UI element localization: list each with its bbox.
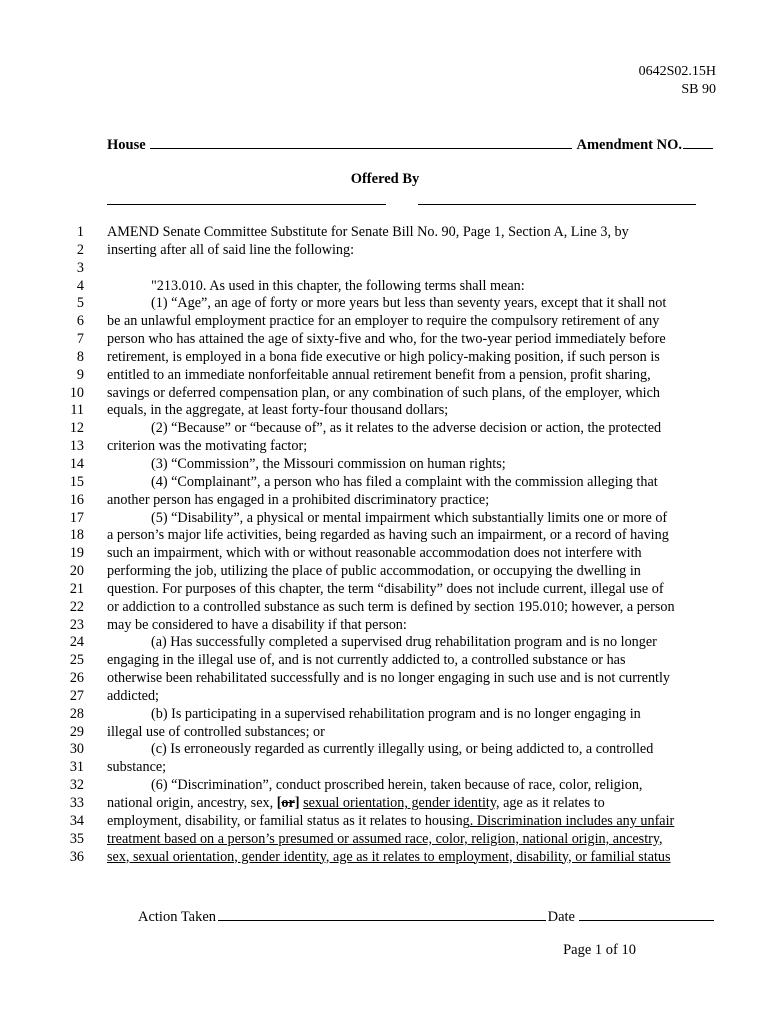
document-line xyxy=(0,474,770,492)
line-number: 1 xyxy=(76,224,84,240)
line-number: 19 xyxy=(69,545,84,562)
line-number: 15 xyxy=(69,473,84,490)
text-segment: (a) Has successfully completed a supervised drug rehabilitation program and is no longer xyxy=(151,634,657,651)
text-segment: a person’s major life activities, being regarded as having such an impairment, or a record of having xyxy=(107,527,669,544)
text-segment: (6) “Discrimination”, conduct proscribed herein, taken because of race, color, religion, xyxy=(151,777,643,794)
line-text xyxy=(107,474,713,492)
document-line xyxy=(0,617,770,635)
line-number: 18 xyxy=(69,527,84,544)
text-segment: entitled to an immediate nonforfeitable annual retirement benefit from a pension, profit sharing, xyxy=(107,366,651,383)
line-text xyxy=(107,724,713,742)
action-taken-label: Action Taken xyxy=(138,909,217,925)
date-blank xyxy=(579,906,714,921)
text-segment: (2) “Because” or “because of”, as it relates to the adverse decision or action, the protected xyxy=(151,420,662,437)
document-line xyxy=(0,634,770,652)
line-number: 23 xyxy=(69,616,84,633)
document-line xyxy=(0,527,770,545)
text-segment: (1) “Age”, an age of forty or more years but less than seventy years, except that it shall not xyxy=(151,295,667,312)
text-segment: (c) Is erroneously regarded as currently illegally using, or being addicted to, a controlled xyxy=(151,741,654,758)
line-text xyxy=(107,545,713,563)
line-number: 8 xyxy=(76,348,84,365)
line-number: 27 xyxy=(69,687,84,704)
line-text xyxy=(107,741,713,759)
document-line xyxy=(0,741,770,759)
deletion-bracket: ] xyxy=(294,795,300,811)
house-blank xyxy=(150,134,573,149)
document-line xyxy=(0,563,770,581)
document-line xyxy=(0,224,770,242)
line-text xyxy=(107,402,713,420)
document-line xyxy=(0,456,770,474)
line-text xyxy=(107,617,713,635)
line-text xyxy=(107,813,713,831)
document-line xyxy=(0,813,770,831)
line-number: 36 xyxy=(69,848,84,865)
bill-identifier: 0642S02.15H xyxy=(638,64,716,79)
text-segment: inserting after all of said line the following: xyxy=(107,241,355,258)
page-number: Page 1 of 10 xyxy=(563,942,636,958)
text-segment: (5) “Disability”, a physical or mental impairment which substantially limits one or more of xyxy=(151,509,668,526)
text-segment: criterion was the motivating factor; xyxy=(107,438,308,455)
line-text xyxy=(107,278,713,296)
line-number: 34 xyxy=(69,812,84,829)
document-line xyxy=(0,599,770,617)
line-number: 33 xyxy=(69,795,84,811)
offered-by-signature-line-right xyxy=(418,204,696,205)
text-segment: another person has engaged in a prohibited discriminatory practice; xyxy=(107,491,490,508)
document-line xyxy=(0,331,770,349)
text-segment: employment, disability, or familial status as it relates to housing xyxy=(107,812,470,829)
line-number: 21 xyxy=(69,580,84,597)
inserted-text: . Discrimination includes any unfair xyxy=(469,812,675,829)
text-segment: age as it relates to xyxy=(499,795,605,811)
document-line xyxy=(0,652,770,670)
text-segment: "213.010. As used in this chapter, the following terms shall mean: xyxy=(151,277,525,294)
text-segment: or addiction to a controlled substance as such term is defined by section 195.010; however, a person xyxy=(107,598,675,615)
line-text xyxy=(107,527,713,545)
line-number: 10 xyxy=(69,384,84,401)
line-text xyxy=(107,599,713,617)
line-number: 5 xyxy=(76,295,84,312)
line-number: 13 xyxy=(69,438,84,455)
date-label: Date xyxy=(547,909,575,925)
text-segment: illegal use of controlled substances; or xyxy=(107,723,325,740)
document-line xyxy=(0,438,770,456)
text-segment: retirement, is employed in a bona fide executive or high policy-making position, if such person is xyxy=(107,348,660,365)
line-text xyxy=(107,385,713,403)
line-number: 3 xyxy=(76,259,84,276)
document-line xyxy=(0,278,770,296)
document-line xyxy=(0,706,770,724)
document-line xyxy=(0,831,770,849)
line-text xyxy=(107,420,713,438)
action-taken-line xyxy=(138,906,714,926)
line-number: 25 xyxy=(69,652,84,669)
text-segment: person who has attained the age of sixty-five and who, for the two-year period immediately before xyxy=(107,331,666,348)
document-line xyxy=(0,777,770,795)
document-line xyxy=(0,510,770,528)
text-segment: (3) “Commission”, the Missouri commission on human rights; xyxy=(151,455,506,472)
line-number: 32 xyxy=(69,777,84,794)
text-segment: equals, in the aggregate, at least forty-four thousand dollars; xyxy=(107,402,449,419)
line-text xyxy=(107,438,713,456)
text-segment: such an impairment, which with or without reasonable accommodation does not interfere with xyxy=(107,545,642,562)
line-text xyxy=(107,706,713,724)
document-line xyxy=(0,313,770,331)
line-number: 29 xyxy=(69,723,84,740)
inserted-text: sex, sexual orientation, gender identity, age as it relates to employment, disability, or familial status xyxy=(107,848,671,865)
amendment-number-blank xyxy=(683,134,713,149)
line-number: 24 xyxy=(69,634,84,651)
document-line xyxy=(0,545,770,563)
line-text xyxy=(107,581,713,599)
line-number: 30 xyxy=(69,741,84,758)
line-number: 9 xyxy=(76,366,84,383)
line-text xyxy=(107,242,713,260)
text-segment: (b) Is participating in a supervised rehabilitation program and is no longer engaging in xyxy=(151,705,641,722)
document-line xyxy=(0,349,770,367)
deletion-bracket: [ xyxy=(276,795,282,811)
line-text xyxy=(107,688,713,706)
line-text xyxy=(107,367,713,385)
text-segment: substance; xyxy=(107,759,167,776)
line-text xyxy=(107,849,713,867)
line-text xyxy=(107,795,713,813)
line-text xyxy=(107,510,713,528)
document-line xyxy=(0,670,770,688)
line-text xyxy=(107,831,713,849)
line-number: 22 xyxy=(69,598,84,615)
text-segment: question. For purposes of this chapter, the term “disability” does not include current, illegal use of xyxy=(107,580,664,597)
line-number: 7 xyxy=(76,331,84,348)
line-text xyxy=(107,759,713,777)
deleted-text: or xyxy=(281,795,295,811)
document-line xyxy=(0,492,770,510)
text-segment: (4) “Complainant”, a person who has filed a complaint with the commission alleging that xyxy=(151,473,658,490)
document-line xyxy=(0,367,770,385)
line-number: 11 xyxy=(70,402,84,419)
line-text xyxy=(107,634,713,652)
line-number: 4 xyxy=(76,277,84,294)
amendment-label: Amendment NO. xyxy=(576,137,682,153)
house-amendment-line xyxy=(107,134,713,154)
line-number: 20 xyxy=(69,563,84,580)
house-label: House xyxy=(107,137,146,153)
action-taken-blank xyxy=(218,906,546,921)
line-number: 35 xyxy=(69,830,84,847)
text-segment: national origin, ancestry, sex, xyxy=(107,795,277,811)
line-text xyxy=(107,295,713,313)
line-text xyxy=(107,670,713,688)
offered-by-label: Offered By xyxy=(350,171,420,187)
line-number: 6 xyxy=(76,313,84,330)
bill-number: SB 90 xyxy=(681,82,716,97)
text-segment: savings or deferred compensation plan, or any combination of such plans, of the employer, which xyxy=(107,384,660,401)
line-text xyxy=(107,563,713,581)
line-text xyxy=(107,652,713,670)
line-text xyxy=(107,313,713,331)
line-number: 2 xyxy=(76,241,84,258)
line-number: 16 xyxy=(69,491,84,508)
document-line xyxy=(0,402,770,420)
document-line xyxy=(0,260,770,278)
amendment-text-body xyxy=(0,224,770,866)
document-line xyxy=(0,295,770,313)
document-line xyxy=(0,242,770,260)
document-line xyxy=(0,420,770,438)
document-line xyxy=(0,759,770,777)
document-line xyxy=(0,724,770,742)
document-line xyxy=(0,385,770,403)
text-segment: performing the job, utilizing the place of public accommodation, or occupying the dwelling in xyxy=(107,563,641,580)
offered-by-signature-line-left xyxy=(107,204,386,205)
line-text xyxy=(107,224,713,242)
line-text xyxy=(107,777,713,795)
document-line xyxy=(0,581,770,599)
line-number: 12 xyxy=(69,420,84,437)
text-segment: otherwise been rehabilitated successfully and is no longer engaging in such use and is not currently xyxy=(107,670,671,687)
text-segment: be an unlawful employment practice for an employer to require the compulsory retirement of any xyxy=(107,313,660,330)
document-line xyxy=(0,795,770,813)
line-number: 26 xyxy=(69,670,84,687)
line-number: 17 xyxy=(69,509,84,526)
text-segment: may be considered to have a disability if that person: xyxy=(107,616,407,633)
line-text xyxy=(107,492,713,510)
text-segment: engaging in the illegal use of, and is not currently addicted to, a controlled substance or has xyxy=(107,652,626,669)
document-line xyxy=(0,849,770,867)
line-text xyxy=(107,349,713,367)
text-segment: addicted; xyxy=(107,687,159,704)
line-number: 31 xyxy=(69,759,84,776)
inserted-text: sexual orientation, gender identity, xyxy=(303,795,500,811)
line-text xyxy=(107,331,713,349)
line-text xyxy=(107,456,713,474)
document-line xyxy=(0,688,770,706)
line-number: 28 xyxy=(69,705,84,722)
line-number: 14 xyxy=(69,455,84,472)
text-segment: AMEND Senate Committee Substitute for Senate Bill No. 90, Page 1, Section A, Line 3, by xyxy=(107,224,629,240)
inserted-text: treatment based on a person’s presumed or assumed race, color, religion, national origin, ancestry, xyxy=(107,830,663,847)
